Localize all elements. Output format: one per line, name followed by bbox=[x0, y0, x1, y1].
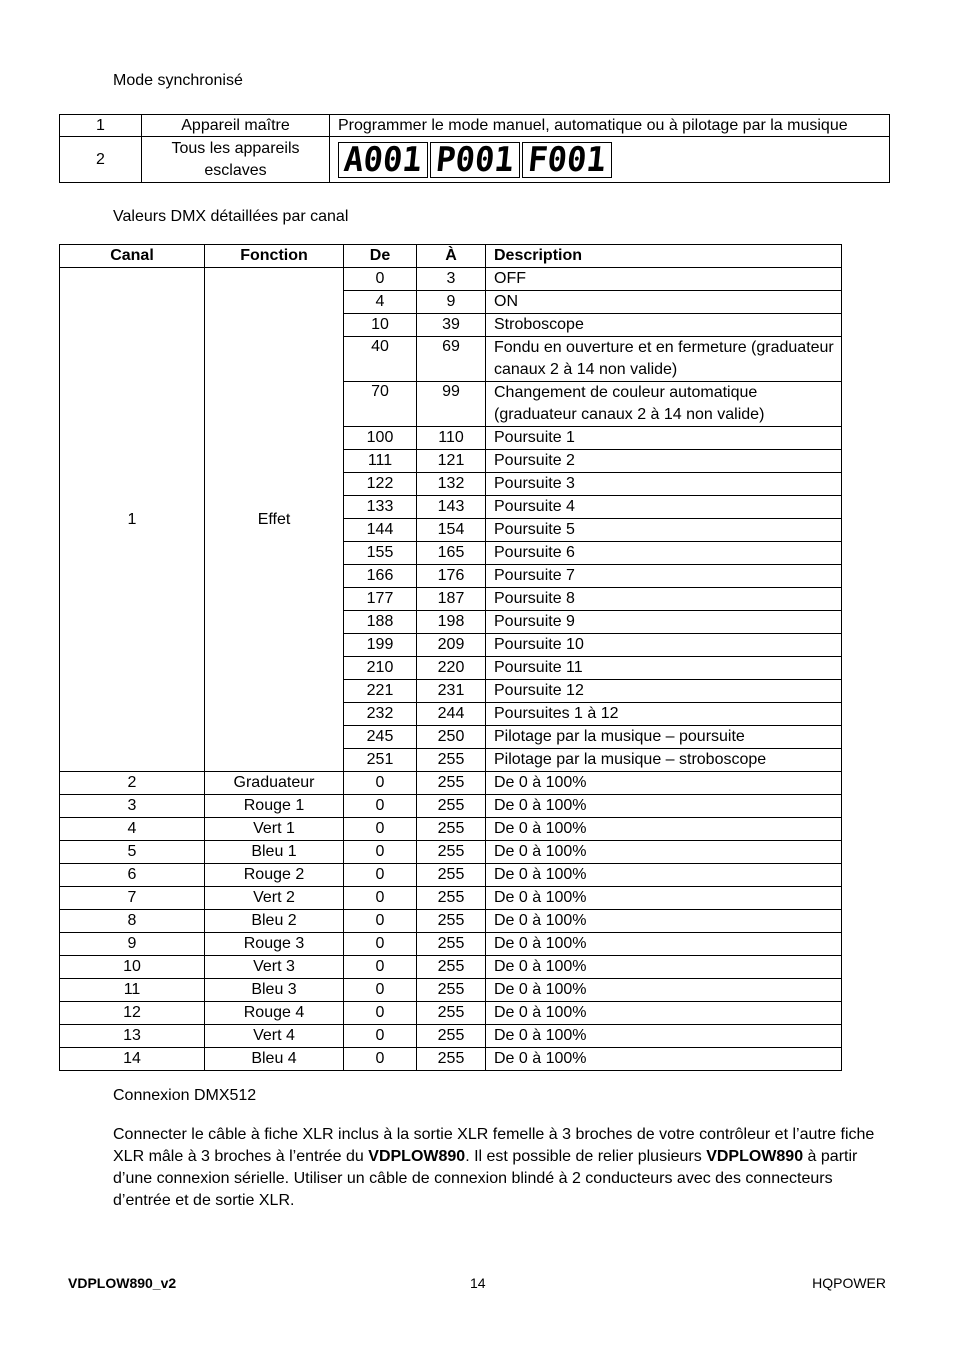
device-cell: Appareil maître bbox=[142, 115, 330, 137]
to-value-cell: 187 bbox=[417, 588, 486, 611]
function-cell: Vert 3 bbox=[205, 956, 344, 979]
from-value-cell: 0 bbox=[344, 772, 417, 795]
function-cell: Vert 1 bbox=[205, 818, 344, 841]
description-cell: Poursuite 9 bbox=[486, 611, 842, 634]
from-value-cell: 251 bbox=[344, 749, 417, 772]
from-value-cell: 111 bbox=[344, 450, 417, 473]
from-value-cell: 221 bbox=[344, 680, 417, 703]
function-cell: Vert 2 bbox=[205, 887, 344, 910]
from-value-cell: 245 bbox=[344, 726, 417, 749]
to-value-cell: 209 bbox=[417, 634, 486, 657]
from-value-cell: 0 bbox=[344, 795, 417, 818]
header-description: Description bbox=[486, 245, 842, 268]
channel-cell: 6 bbox=[60, 864, 205, 887]
channel-cell: 12 bbox=[60, 1002, 205, 1025]
from-value-cell: 155 bbox=[344, 542, 417, 565]
product-name: VDPLOW890 bbox=[706, 1148, 804, 1165]
description-cell: De 0 à 100% bbox=[486, 1048, 842, 1071]
to-value-cell: 198 bbox=[417, 611, 486, 634]
to-value-cell: 255 bbox=[417, 795, 486, 818]
table-row bbox=[60, 910, 842, 933]
channel-cell: 11 bbox=[60, 979, 205, 1002]
table-row bbox=[60, 1002, 842, 1025]
to-value-cell: 99 bbox=[417, 382, 486, 427]
to-value-cell: 255 bbox=[417, 1048, 486, 1071]
from-value-cell: 0 bbox=[344, 1025, 417, 1048]
from-value-cell: 0 bbox=[344, 268, 417, 291]
table-row bbox=[60, 864, 842, 887]
function-cell: Bleu 2 bbox=[205, 910, 344, 933]
function-cell: Bleu 4 bbox=[205, 1048, 344, 1071]
lcd-display bbox=[338, 139, 612, 180]
description-cell: De 0 à 100% bbox=[486, 979, 842, 1002]
from-value-cell: 177 bbox=[344, 588, 417, 611]
description-cell: Pilotage par la musique – stroboscope bbox=[486, 749, 842, 772]
lcd-segment-group bbox=[430, 139, 520, 180]
description-cell: Poursuite 4 bbox=[486, 496, 842, 519]
lcd-text: A001 bbox=[342, 139, 424, 180]
footer-page-number: 14 bbox=[470, 1275, 486, 1291]
from-value-cell: 0 bbox=[344, 979, 417, 1002]
description-cell: Poursuite 8 bbox=[486, 588, 842, 611]
header-to: À bbox=[417, 245, 486, 268]
lcd-segment-group bbox=[338, 139, 428, 180]
from-value-cell: 0 bbox=[344, 818, 417, 841]
lcd-display-cell bbox=[330, 137, 890, 183]
description-cell: De 0 à 100% bbox=[486, 956, 842, 979]
description-cell: De 0 à 100% bbox=[486, 933, 842, 956]
from-value-cell: 199 bbox=[344, 634, 417, 657]
from-value-cell: 232 bbox=[344, 703, 417, 726]
to-value-cell: 143 bbox=[417, 496, 486, 519]
description-cell: De 0 à 100% bbox=[486, 795, 842, 818]
channel-cell: 8 bbox=[60, 910, 205, 933]
from-value-cell: 4 bbox=[344, 291, 417, 314]
paragraph-text: Connecter le câble à fiche XLR inclus à la sortie XLR femelle à 3 broches de votre contrôleur et l’autre fiche XLR mâle à 3 broches à l’entrée du bbox=[113, 1126, 875, 1165]
function-cell: Effet bbox=[205, 268, 344, 772]
from-value-cell: 0 bbox=[344, 1002, 417, 1025]
connection-paragraph bbox=[113, 1124, 893, 1212]
lcd-text: F001 bbox=[525, 139, 608, 180]
table-row bbox=[60, 772, 842, 795]
dmx-values-table bbox=[59, 244, 842, 1071]
table-row bbox=[60, 115, 890, 137]
dmx-values-heading: Valeurs DMX détaillées par canal bbox=[113, 208, 349, 225]
to-value-cell: 255 bbox=[417, 772, 486, 795]
description-cell: Poursuites 1 à 12 bbox=[486, 703, 842, 726]
to-value-cell: 255 bbox=[417, 887, 486, 910]
description-cell: De 0 à 100% bbox=[486, 818, 842, 841]
from-value-cell: 0 bbox=[344, 864, 417, 887]
to-value-cell: 231 bbox=[417, 680, 486, 703]
description-cell: Stroboscope bbox=[486, 314, 842, 337]
description-cell: Pilotage par la musique – poursuite bbox=[486, 726, 842, 749]
channel-cell: 5 bbox=[60, 841, 205, 864]
header-function: Fonction bbox=[205, 245, 344, 268]
to-value-cell: 176 bbox=[417, 565, 486, 588]
table-row bbox=[60, 956, 842, 979]
description-cell: Poursuite 11 bbox=[486, 657, 842, 680]
function-cell: Bleu 1 bbox=[205, 841, 344, 864]
description-cell: Poursuite 1 bbox=[486, 427, 842, 450]
channel-cell: 14 bbox=[60, 1048, 205, 1071]
to-value-cell: 220 bbox=[417, 657, 486, 680]
to-value-cell: 9 bbox=[417, 291, 486, 314]
table-row bbox=[60, 887, 842, 910]
table-row bbox=[60, 137, 890, 183]
channel-cell: 13 bbox=[60, 1025, 205, 1048]
channel-cell: 7 bbox=[60, 887, 205, 910]
channel-cell: 1 bbox=[60, 268, 205, 772]
description-cell: Poursuite 12 bbox=[486, 680, 842, 703]
footer-model: VDPLOW890_v2 bbox=[68, 1275, 177, 1291]
channel-cell: 3 bbox=[60, 795, 205, 818]
to-value-cell: 255 bbox=[417, 864, 486, 887]
to-value-cell: 255 bbox=[417, 1025, 486, 1048]
table-row bbox=[60, 818, 842, 841]
to-value-cell: 39 bbox=[417, 314, 486, 337]
to-value-cell: 255 bbox=[417, 979, 486, 1002]
from-value-cell: 210 bbox=[344, 657, 417, 680]
from-value-cell: 188 bbox=[344, 611, 417, 634]
table-row bbox=[60, 979, 842, 1002]
paragraph-text: . Il est possible de relier plusieurs bbox=[465, 1148, 707, 1165]
to-value-cell: 255 bbox=[417, 1002, 486, 1025]
description-cell: De 0 à 100% bbox=[486, 864, 842, 887]
from-value-cell: 0 bbox=[344, 956, 417, 979]
channel-cell: 9 bbox=[60, 933, 205, 956]
channel-cell: 4 bbox=[60, 818, 205, 841]
from-value-cell: 144 bbox=[344, 519, 417, 542]
to-value-cell: 165 bbox=[417, 542, 486, 565]
description-cell: Poursuite 5 bbox=[486, 519, 842, 542]
lcd-text: P001 bbox=[433, 139, 516, 180]
function-cell: Graduateur bbox=[205, 772, 344, 795]
table-row bbox=[60, 841, 842, 864]
description-cell: Programmer le mode manuel, automatique ou à pilotage par la musique bbox=[330, 115, 890, 137]
product-name: VDPLOW890 bbox=[368, 1148, 466, 1165]
description-cell: OFF bbox=[486, 268, 842, 291]
to-value-cell: 255 bbox=[417, 956, 486, 979]
from-value-cell: 0 bbox=[344, 841, 417, 864]
function-cell: Rouge 4 bbox=[205, 1002, 344, 1025]
to-value-cell: 250 bbox=[417, 726, 486, 749]
function-cell: Bleu 3 bbox=[205, 979, 344, 1002]
to-value-cell: 154 bbox=[417, 519, 486, 542]
description-cell: De 0 à 100% bbox=[486, 772, 842, 795]
function-cell: Rouge 2 bbox=[205, 864, 344, 887]
description-cell: Poursuite 3 bbox=[486, 473, 842, 496]
description-cell: Poursuite 2 bbox=[486, 450, 842, 473]
to-value-cell: 255 bbox=[417, 818, 486, 841]
description-cell: Poursuite 6 bbox=[486, 542, 842, 565]
to-value-cell: 110 bbox=[417, 427, 486, 450]
from-value-cell: 40 bbox=[344, 337, 417, 382]
table-row bbox=[60, 795, 842, 818]
from-value-cell: 10 bbox=[344, 314, 417, 337]
to-value-cell: 69 bbox=[417, 337, 486, 382]
table-row bbox=[60, 268, 842, 291]
description-cell: De 0 à 100% bbox=[486, 887, 842, 910]
from-value-cell: 122 bbox=[344, 473, 417, 496]
description-cell: De 0 à 100% bbox=[486, 1025, 842, 1048]
from-value-cell: 0 bbox=[344, 1048, 417, 1071]
to-value-cell: 255 bbox=[417, 841, 486, 864]
sync-mode-heading: Mode synchronisé bbox=[113, 72, 243, 89]
to-value-cell: 121 bbox=[417, 450, 486, 473]
channel-cell: 2 bbox=[60, 772, 205, 795]
description-cell: De 0 à 100% bbox=[486, 1002, 842, 1025]
table-header-row bbox=[60, 245, 842, 268]
table-row bbox=[60, 1048, 842, 1071]
description-cell: De 0 à 100% bbox=[486, 841, 842, 864]
description-cell: Poursuite 10 bbox=[486, 634, 842, 657]
table-row bbox=[60, 933, 842, 956]
dmx512-connection-heading: Connexion DMX512 bbox=[113, 1087, 257, 1104]
sync-mode-table bbox=[59, 114, 890, 183]
from-value-cell: 0 bbox=[344, 887, 417, 910]
to-value-cell: 3 bbox=[417, 268, 486, 291]
from-value-cell: 70 bbox=[344, 382, 417, 427]
footer-brand: HQPOWER bbox=[812, 1275, 886, 1291]
header-channel: Canal bbox=[60, 245, 205, 268]
to-value-cell: 255 bbox=[417, 749, 486, 772]
from-value-cell: 0 bbox=[344, 933, 417, 956]
from-value-cell: 133 bbox=[344, 496, 417, 519]
to-value-cell: 132 bbox=[417, 473, 486, 496]
table-row bbox=[60, 1025, 842, 1048]
lcd-segment-group bbox=[522, 139, 612, 180]
from-value-cell: 166 bbox=[344, 565, 417, 588]
to-value-cell: 255 bbox=[417, 933, 486, 956]
function-cell: Rouge 1 bbox=[205, 795, 344, 818]
description-cell: De 0 à 100% bbox=[486, 910, 842, 933]
description-cell: Fondu en ouverture et en fermeture (graduateur canaux 2 à 14 non valide) bbox=[486, 337, 842, 382]
function-cell: Rouge 3 bbox=[205, 933, 344, 956]
header-from: De bbox=[344, 245, 417, 268]
function-cell: Vert 4 bbox=[205, 1025, 344, 1048]
channel-cell: 10 bbox=[60, 956, 205, 979]
to-value-cell: 255 bbox=[417, 910, 486, 933]
to-value-cell: 244 bbox=[417, 703, 486, 726]
device-cell: Tous les appareils esclaves bbox=[142, 137, 330, 183]
description-cell: Poursuite 7 bbox=[486, 565, 842, 588]
description-cell: Changement de couleur automatique (graduateur canaux 2 à 14 non valide) bbox=[486, 382, 842, 427]
row-number: 1 bbox=[60, 115, 142, 137]
from-value-cell: 100 bbox=[344, 427, 417, 450]
from-value-cell: 0 bbox=[344, 910, 417, 933]
description-cell: ON bbox=[486, 291, 842, 314]
row-number: 2 bbox=[60, 137, 142, 183]
paragraph-text: à partir d’une connexion sérielle. Utiliser un câble de connexion blindé à 2 conducteurs avec des connecteurs d’entrée et de sortie XLR. bbox=[113, 1148, 858, 1209]
